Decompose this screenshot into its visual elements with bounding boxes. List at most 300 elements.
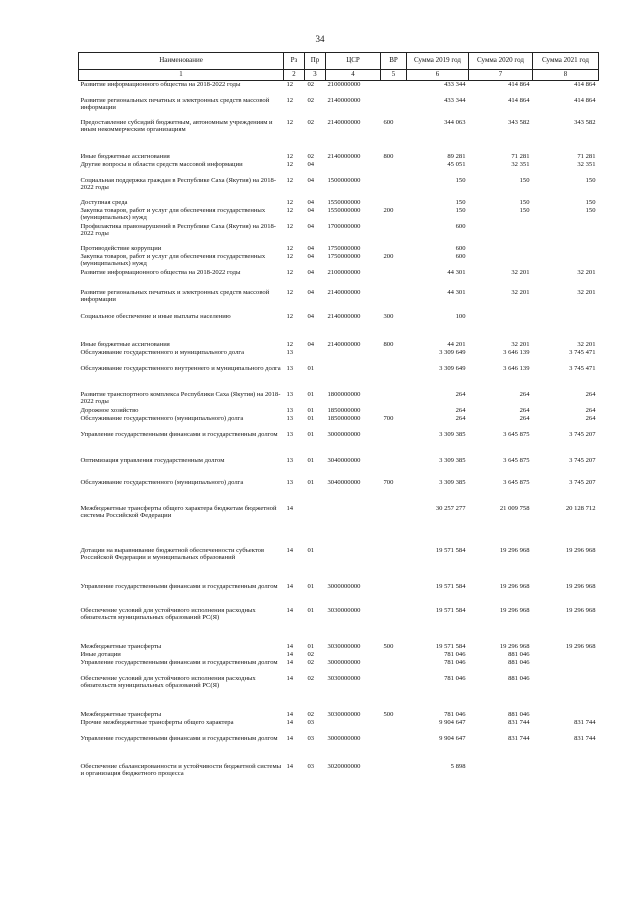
row-sum-2021: 3 745 207 xyxy=(569,457,596,464)
row-csr xyxy=(326,365,381,391)
row-name: Управление государственными финансами и государственным долгом xyxy=(80,735,278,742)
row-csr: 3040000000 xyxy=(327,479,361,486)
row-csr: 1550000000 xyxy=(327,199,361,206)
row-rz: 12 xyxy=(286,245,294,252)
row-sum-2020: 32 201 xyxy=(511,289,530,296)
row-name: Развитие транспортного комплекса Республики Саха (Якутия) на 2018-2022 годы xyxy=(80,391,281,406)
header-rz: Рз xyxy=(284,53,305,70)
row-rz: 14 xyxy=(286,659,294,666)
row-csr: 2100000000 xyxy=(327,269,361,276)
row-sum-2021: 71 281 xyxy=(577,153,596,160)
row-name: Межбюджетные трансферты xyxy=(80,711,162,718)
row-csr: 3030000000 xyxy=(327,607,361,614)
row-vr xyxy=(381,97,407,119)
row-csr: 2140000000 xyxy=(327,341,361,348)
row-sum-2020: 881 046 xyxy=(508,675,530,682)
row-sum-2019: 264 xyxy=(455,391,466,398)
row-csr: 1850000000 xyxy=(327,415,361,422)
row-pr: 04 xyxy=(307,289,315,296)
row-name: Обслуживание государственного (муниципального) долга xyxy=(80,479,244,486)
row-name: Профилактика правонарушений в Республике Саха (Якутия) на 2018-2022 годы xyxy=(80,223,277,238)
row-rz: 14 xyxy=(286,763,294,770)
page-number: 34 xyxy=(315,34,325,44)
row-sum-2019: 9 904 647 xyxy=(439,735,466,742)
row-vr xyxy=(381,675,407,711)
row-pr: 01 xyxy=(307,431,315,438)
row-sum-2020: 3 646 139 xyxy=(503,365,530,372)
row-name: Закупка товаров, работ и услуг для обеспечения государственных (муниципальных) нужд xyxy=(80,207,266,222)
row-sum-2019: 89 281 xyxy=(447,153,466,160)
row-vr xyxy=(381,245,407,253)
row-vr xyxy=(381,161,407,177)
row-name: Дорожное хозяйство xyxy=(80,407,139,414)
row-csr xyxy=(326,505,381,547)
row-csr: 3030000000 xyxy=(327,675,361,682)
row-csr: 3000000000 xyxy=(327,659,361,666)
row-rz: 14 xyxy=(286,719,294,726)
row-sum-2021: 32 201 xyxy=(577,289,596,296)
table-row xyxy=(79,735,599,763)
table-row xyxy=(79,547,599,583)
table-row xyxy=(79,153,599,161)
table-row xyxy=(79,245,599,253)
row-sum-2021: 32 351 xyxy=(577,161,596,168)
row-sum-2020: 831 744 xyxy=(508,735,530,742)
table-header-row xyxy=(79,53,599,70)
row-name: Развитие региональных печатных и электронных средств массовой информации xyxy=(80,289,270,304)
row-name: Закупка товаров, работ и услуг для обеспечения государственных (муниципальных) нужд xyxy=(80,253,266,268)
row-sum-2019: 600 xyxy=(455,223,466,230)
row-sum-2021: 19 296 968 xyxy=(565,607,596,614)
row-vr: 700 xyxy=(383,479,394,486)
row-sum-2021: 150 xyxy=(585,199,596,206)
row-vr xyxy=(381,177,407,199)
row-csr: 2140000000 xyxy=(327,119,361,126)
row-vr: 700 xyxy=(383,415,394,422)
row-vr xyxy=(381,583,407,607)
row-pr: 04 xyxy=(307,207,315,214)
row-rz: 12 xyxy=(286,177,294,184)
table-row xyxy=(79,289,599,313)
row-sum-2019: 3 309 385 xyxy=(439,479,466,486)
row-vr xyxy=(381,223,407,245)
row-name: Обслуживание государственного (муниципального) долга xyxy=(80,415,244,422)
row-sum-2021: 150 xyxy=(585,177,596,184)
header-vr: ВР xyxy=(381,53,407,70)
row-vr xyxy=(381,659,407,675)
row-rz: 14 xyxy=(286,735,294,742)
row-sum-2021: 264 xyxy=(585,391,596,398)
row-vr xyxy=(381,505,407,547)
row-rz: 14 xyxy=(286,651,294,658)
table-row xyxy=(79,607,599,643)
row-pr: 02 xyxy=(307,659,315,666)
row-sum-2019: 9 904 647 xyxy=(439,719,466,726)
column-number: 6 xyxy=(407,70,469,81)
row-sum-2021: 414 864 xyxy=(574,81,596,88)
table-row xyxy=(79,341,599,349)
row-pr: 02 xyxy=(307,153,315,160)
column-number: 3 xyxy=(305,70,326,81)
table-row xyxy=(79,431,599,457)
row-sum-2021: 19 296 968 xyxy=(565,547,596,554)
row-csr: 1550000000 xyxy=(327,207,361,214)
row-rz: 12 xyxy=(286,81,294,88)
row-sum-2019: 150 xyxy=(455,177,466,184)
row-vr: 800 xyxy=(383,153,394,160)
row-sum-2019: 781 046 xyxy=(444,711,466,718)
row-csr xyxy=(326,651,381,659)
row-rz: 12 xyxy=(286,223,294,230)
row-vr xyxy=(381,547,407,583)
row-csr: 1500000000 xyxy=(327,177,361,184)
row-csr: 2140000000 xyxy=(327,313,361,320)
row-pr: 04 xyxy=(307,341,315,348)
header-sum-2019: Сумма 2019 год xyxy=(407,53,469,70)
row-rz: 12 xyxy=(286,289,294,296)
row-rz: 14 xyxy=(286,711,294,718)
table-row xyxy=(79,253,599,269)
row-name: Другие вопросы в области средств массовой информации xyxy=(80,161,243,168)
row-sum-2020 xyxy=(469,763,533,799)
row-sum-2021: 19 296 968 xyxy=(565,643,596,650)
row-sum-2020: 150 xyxy=(519,177,530,184)
header-sum-2020: Сумма 2020 год xyxy=(469,53,533,70)
row-rz: 14 xyxy=(286,583,294,590)
row-sum-2019: 781 046 xyxy=(444,675,466,682)
row-csr: 1700000000 xyxy=(327,223,361,230)
row-pr: 04 xyxy=(307,223,315,230)
row-sum-2020: 831 744 xyxy=(508,719,530,726)
row-sum-2021: 831 744 xyxy=(574,719,596,726)
row-name: Социальная поддержка граждан в Республике Саха (Якутия) на 2018-2022 годы xyxy=(80,177,277,192)
row-name: Управление государственными финансами и государственным долгом xyxy=(80,659,278,666)
row-name: Обслуживание государственного внутреннего и муниципального долга xyxy=(80,365,281,372)
row-rz: 13 xyxy=(286,479,294,486)
row-pr xyxy=(305,349,326,365)
row-vr xyxy=(381,391,407,407)
row-sum-2019: 19 571 584 xyxy=(435,607,466,614)
row-sum-2020: 19 296 968 xyxy=(499,547,530,554)
row-csr: 3020000000 xyxy=(327,763,361,770)
row-vr: 500 xyxy=(383,643,394,650)
row-csr xyxy=(326,719,381,735)
row-pr: 01 xyxy=(307,583,315,590)
row-rz: 12 xyxy=(286,341,294,348)
row-sum-2020: 3 645 875 xyxy=(503,431,530,438)
row-sum-2019: 44 201 xyxy=(447,341,466,348)
table-row xyxy=(79,223,599,245)
row-sum-2021: 20 128 712 xyxy=(565,505,596,512)
table-row xyxy=(79,269,599,289)
row-name: Иные бюджетные ассигнования xyxy=(80,341,170,348)
row-name: Управление государственными финансами и государственным долгом xyxy=(80,583,278,590)
row-name: Иные бюджетные ассигнования xyxy=(80,153,170,160)
row-sum-2020: 3 645 875 xyxy=(503,479,530,486)
row-rz: 12 xyxy=(286,153,294,160)
row-sum-2021 xyxy=(533,223,599,245)
row-sum-2020: 264 xyxy=(519,407,530,414)
table-row xyxy=(79,365,599,391)
row-pr: 01 xyxy=(307,547,315,554)
row-sum-2021 xyxy=(533,711,599,719)
row-pr: 01 xyxy=(307,643,315,650)
row-sum-2021: 3 745 471 xyxy=(569,349,596,356)
row-sum-2021: 3 745 471 xyxy=(569,365,596,372)
row-vr: 200 xyxy=(383,253,394,260)
table-row xyxy=(79,177,599,199)
row-sum-2019: 433 344 xyxy=(444,81,466,88)
row-pr xyxy=(305,505,326,547)
row-sum-2021 xyxy=(533,659,599,675)
table-row xyxy=(79,763,599,799)
row-rz: 12 xyxy=(286,199,294,206)
row-sum-2020: 881 046 xyxy=(508,651,530,658)
row-rz: 13 xyxy=(286,407,294,414)
row-rz: 13 xyxy=(286,431,294,438)
row-pr: 01 xyxy=(307,407,315,414)
row-vr xyxy=(381,81,407,98)
row-sum-2020: 21 009 758 xyxy=(499,505,530,512)
row-name: Противодействие коррупции xyxy=(80,245,162,252)
row-sum-2020: 19 296 968 xyxy=(499,607,530,614)
row-sum-2021: 32 201 xyxy=(577,269,596,276)
row-sum-2019: 44 301 xyxy=(447,269,466,276)
row-csr: 1750000000 xyxy=(327,245,361,252)
table-row xyxy=(79,415,599,431)
row-name: Обслуживание государственного и муниципального долга xyxy=(80,349,245,356)
row-sum-2020: 264 xyxy=(519,415,530,422)
row-name: Предоставление субсидий бюджетным, автономным учреждениям и иным некоммерческим организациям xyxy=(80,119,273,134)
row-sum-2019: 30 257 277 xyxy=(435,505,466,512)
row-name: Иные дотации xyxy=(80,651,121,658)
row-sum-2020: 881 046 xyxy=(508,659,530,666)
row-rz: 12 xyxy=(286,253,294,260)
row-name: Межбюджетные трансферты общего характера бюджетам бюджетной системы Российской Федерации xyxy=(80,505,277,520)
row-sum-2019: 19 571 584 xyxy=(435,583,466,590)
row-csr: 2140000000 xyxy=(327,153,361,160)
row-sum-2020 xyxy=(469,253,533,269)
table-row xyxy=(79,391,599,407)
row-csr: 3000000000 xyxy=(327,735,361,742)
row-sum-2021: 264 xyxy=(585,407,596,414)
table-row xyxy=(79,81,599,98)
row-sum-2020: 32 351 xyxy=(511,161,530,168)
table-row xyxy=(79,675,599,711)
table-row xyxy=(79,199,599,207)
table-row xyxy=(79,719,599,735)
row-name: Развитие информационного общества на 2018-2022 годы xyxy=(80,269,241,276)
row-pr: 02 xyxy=(307,711,315,718)
table-row xyxy=(79,457,599,479)
row-rz: 12 xyxy=(286,313,294,320)
table-row xyxy=(79,479,599,505)
row-csr: 2100000000 xyxy=(327,81,361,88)
column-number: 7 xyxy=(469,70,533,81)
row-sum-2019: 264 xyxy=(455,415,466,422)
row-vr: 300 xyxy=(383,313,394,320)
row-pr: 01 xyxy=(307,479,315,486)
row-name: Социальное обеспечение и иные выплаты населению xyxy=(80,313,231,320)
row-vr: 500 xyxy=(383,711,394,718)
row-vr xyxy=(381,407,407,415)
row-name: Обеспечение сбалансированности и устойчивости бюджетной системы и организация бюджетного процесса xyxy=(80,763,282,778)
row-rz: 14 xyxy=(286,643,294,650)
column-number-row xyxy=(79,70,599,81)
row-sum-2020 xyxy=(469,245,533,253)
row-vr xyxy=(381,651,407,659)
row-name: Дотации на выравнивание бюджетной обеспеченности субъектов Российской Федерации и муниципальных образований xyxy=(80,547,265,562)
header-name: Наименование xyxy=(79,53,284,70)
row-vr: 600 xyxy=(383,119,394,126)
row-rz: 13 xyxy=(286,349,294,356)
row-pr: 02 xyxy=(307,81,315,88)
row-sum-2021: 150 xyxy=(585,207,596,214)
table-row xyxy=(79,407,599,415)
row-csr: 1850000000 xyxy=(327,407,361,414)
row-pr: 04 xyxy=(307,199,315,206)
row-csr: 1800000000 xyxy=(327,391,361,398)
row-csr: 1750000000 xyxy=(327,253,361,260)
column-number: 8 xyxy=(533,70,599,81)
row-pr: 04 xyxy=(307,177,315,184)
row-csr: 2140000000 xyxy=(327,289,361,296)
row-sum-2019: 3 309 385 xyxy=(439,431,466,438)
row-vr xyxy=(381,349,407,365)
table-row xyxy=(79,711,599,719)
row-sum-2020: 3 645 875 xyxy=(503,457,530,464)
row-rz: 14 xyxy=(286,607,294,614)
row-rz: 13 xyxy=(286,365,294,372)
row-sum-2019: 781 046 xyxy=(444,659,466,666)
row-sum-2019: 45 051 xyxy=(447,161,466,168)
row-csr xyxy=(326,349,381,365)
row-sum-2019: 19 571 584 xyxy=(435,547,466,554)
row-sum-2020: 881 046 xyxy=(508,711,530,718)
row-sum-2020: 414 864 xyxy=(508,97,530,104)
row-sum-2020 xyxy=(469,313,533,341)
row-sum-2019: 19 571 584 xyxy=(435,643,466,650)
row-sum-2019: 3 309 649 xyxy=(439,349,466,356)
row-sum-2021: 3 745 207 xyxy=(569,431,596,438)
row-sum-2021 xyxy=(533,245,599,253)
row-sum-2021: 414 864 xyxy=(574,97,596,104)
header-sum-2021: Сумма 2021 год xyxy=(533,53,599,70)
row-pr: 01 xyxy=(307,365,315,372)
row-sum-2019: 150 xyxy=(455,207,466,214)
row-sum-2020: 19 296 968 xyxy=(499,583,530,590)
row-sum-2021: 343 582 xyxy=(574,119,596,126)
row-vr xyxy=(381,607,407,643)
row-sum-2019: 3 309 385 xyxy=(439,457,466,464)
row-sum-2021 xyxy=(533,253,599,269)
row-sum-2021 xyxy=(533,651,599,659)
row-sum-2020: 150 xyxy=(519,207,530,214)
row-vr xyxy=(381,719,407,735)
row-sum-2021: 264 xyxy=(585,415,596,422)
row-sum-2020: 71 281 xyxy=(511,153,530,160)
row-csr xyxy=(326,161,381,177)
row-name: Обеспечение условий для устойчивого исполнения расходных обязательств муниципальных образований РС(Я) xyxy=(80,607,256,622)
table-row xyxy=(79,207,599,223)
row-sum-2019: 5 898 xyxy=(450,763,466,770)
row-sum-2019: 781 046 xyxy=(444,651,466,658)
row-csr: 3030000000 xyxy=(327,643,361,650)
column-number: 5 xyxy=(381,70,407,81)
row-pr: 03 xyxy=(307,719,315,726)
row-vr: 200 xyxy=(383,207,394,214)
row-vr xyxy=(381,289,407,313)
row-sum-2019: 264 xyxy=(455,407,466,414)
row-pr: 03 xyxy=(307,735,315,742)
row-sum-2021: 831 744 xyxy=(574,735,596,742)
row-rz: 12 xyxy=(286,97,294,104)
row-pr: 01 xyxy=(307,457,315,464)
row-name: Развитие информационного общества на 2018-2022 годы xyxy=(80,81,241,88)
row-csr: 3000000000 xyxy=(327,583,361,590)
row-csr: 2140000000 xyxy=(327,97,361,104)
table-row xyxy=(79,505,599,547)
table-row xyxy=(79,313,599,341)
row-pr: 02 xyxy=(307,119,315,126)
row-vr xyxy=(381,457,407,479)
budget-table xyxy=(78,52,599,799)
table-row xyxy=(79,583,599,607)
row-csr: 3030000000 xyxy=(327,711,361,718)
row-pr: 04 xyxy=(307,313,315,320)
row-sum-2019: 600 xyxy=(455,245,466,252)
row-sum-2020: 414 864 xyxy=(508,81,530,88)
row-vr: 800 xyxy=(383,341,394,348)
row-pr: 02 xyxy=(307,651,315,658)
row-pr: 04 xyxy=(307,161,315,168)
row-sum-2019: 100 xyxy=(455,313,466,320)
row-sum-2021 xyxy=(533,675,599,711)
row-rz: 13 xyxy=(286,391,294,398)
row-pr: 04 xyxy=(307,253,315,260)
table-row xyxy=(79,161,599,177)
row-rz: 14 xyxy=(286,547,294,554)
row-vr xyxy=(381,269,407,289)
table-row xyxy=(79,119,599,153)
row-rz: 14 xyxy=(286,505,294,512)
column-number: 4 xyxy=(326,70,381,81)
row-pr: 01 xyxy=(307,391,315,398)
row-pr: 01 xyxy=(307,415,315,422)
column-number: 1 xyxy=(79,70,284,81)
row-vr xyxy=(381,431,407,457)
table-row xyxy=(79,97,599,119)
row-rz: 14 xyxy=(286,675,294,682)
table-body xyxy=(79,81,599,800)
table-row xyxy=(79,651,599,659)
row-rz: 13 xyxy=(286,415,294,422)
table-row xyxy=(79,349,599,365)
row-vr xyxy=(381,763,407,799)
row-sum-2020: 19 296 968 xyxy=(499,643,530,650)
column-number: 2 xyxy=(284,70,305,81)
row-csr: 3000000000 xyxy=(327,431,361,438)
row-name: Управление государственными финансами и государственным долгом xyxy=(80,431,278,438)
row-sum-2020 xyxy=(469,223,533,245)
table-row xyxy=(79,659,599,675)
row-rz: 12 xyxy=(286,269,294,276)
row-name: Оптимизация управления государственным долгом xyxy=(80,457,225,464)
row-rz: 12 xyxy=(286,207,294,214)
row-vr xyxy=(381,199,407,207)
header-pr: Пр xyxy=(305,53,326,70)
row-pr: 02 xyxy=(307,675,315,682)
